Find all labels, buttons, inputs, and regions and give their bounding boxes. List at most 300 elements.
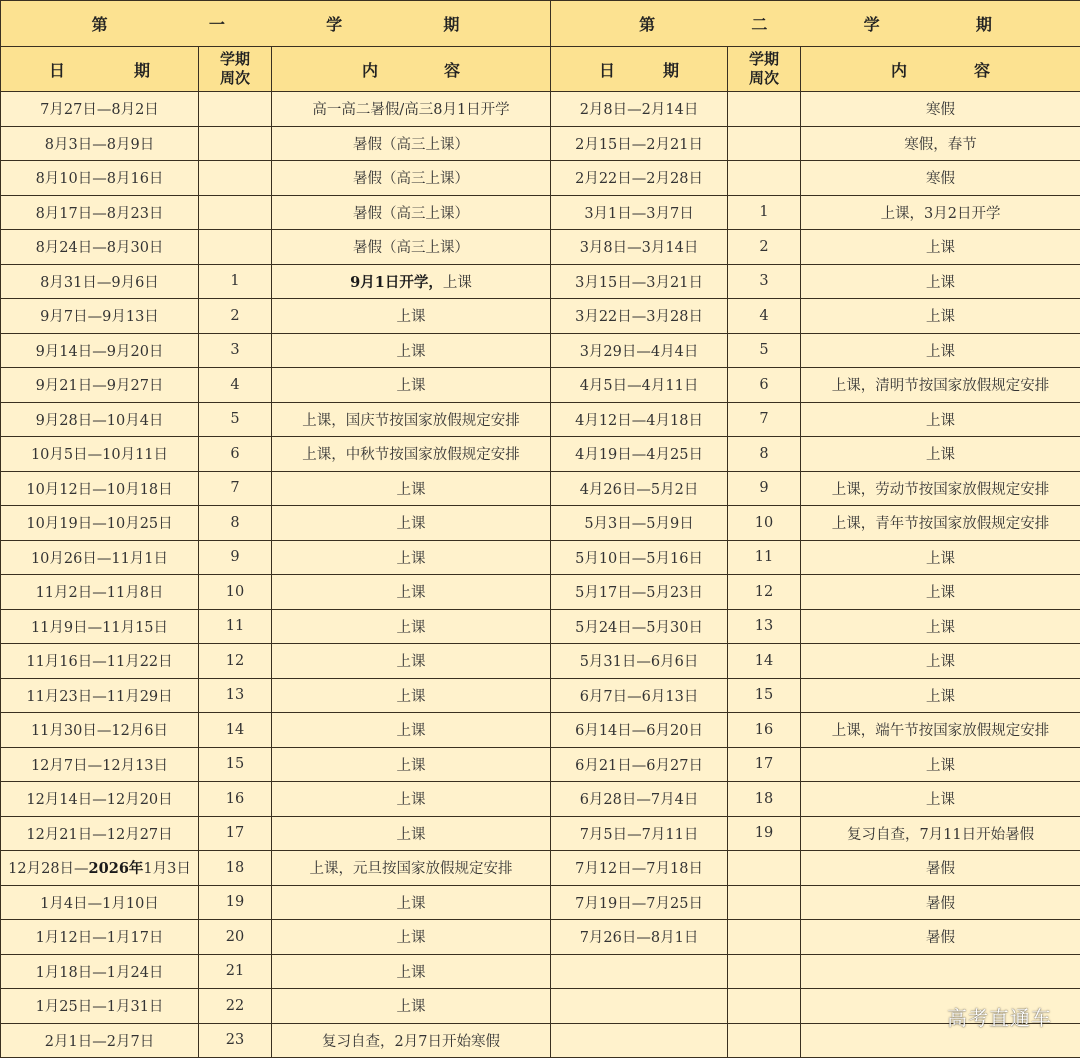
term2-date-cell: [551, 506, 728, 541]
date-text: 3月15日—3月21日: [575, 275, 703, 291]
content-text: 暑假（高三上课）: [353, 171, 469, 187]
content-text: 上课，清明节按国家放假规定安排: [832, 378, 1050, 394]
term1-content-cell: [272, 851, 551, 886]
date-text: 1月18日—1月24日: [36, 965, 164, 981]
term2-content-cell: [801, 575, 1080, 610]
term1-content-cell: [272, 678, 551, 713]
date-text: 3月1日—3月7日: [584, 206, 693, 222]
date-text: 1月25日—1月31日: [36, 999, 164, 1015]
content-text: 上课，3月2日开学: [881, 206, 1001, 222]
content-text: 上课: [397, 896, 426, 912]
date-text: 2月8日—2月14日: [580, 102, 699, 118]
term2-week-cell: 8: [728, 437, 801, 472]
content-text: 上课，端午节按国家放假规定安排: [832, 723, 1050, 739]
term1-content-cell: [272, 989, 551, 1024]
date-text: 5月10日—5月16日: [575, 551, 703, 567]
term1-date-cell: [1, 782, 199, 817]
term1-week-cell: 14: [199, 713, 272, 748]
date-text: 5月24日—5月30日: [575, 620, 703, 636]
term1-date-cell: [1, 299, 199, 334]
table-row: [1, 920, 1080, 955]
date-text: 12月21日—12月27日: [26, 827, 172, 843]
term1-week-cell: 4: [199, 368, 272, 403]
term1-date-cell: [1, 195, 199, 230]
term1-date-cell: [1, 678, 199, 713]
term2-content-header: 内 容: [801, 47, 1080, 92]
date-text: 5月31日—6月6日: [580, 654, 699, 670]
content-text: 上课: [926, 620, 955, 636]
date-text: 11月2日—11月8日: [36, 585, 164, 601]
date-text: 11月9日—11月15日: [31, 620, 168, 636]
term2-date-cell: [551, 230, 728, 265]
content-text: 上课，元旦按国家放假规定安排: [310, 861, 513, 877]
term2-week-cell: 12: [728, 575, 801, 610]
term1-date-cell: [1, 920, 199, 955]
term1-content-cell: [272, 161, 551, 196]
term2-date-cell: [551, 92, 728, 127]
term1-week-cell: 8: [199, 506, 272, 541]
term1-content-cell: [272, 333, 551, 368]
term2-date-cell: [551, 989, 728, 1024]
term1-content-cell: [272, 92, 551, 127]
watermark: 高考直通车: [947, 1002, 1052, 1031]
term1-date-cell: [1, 575, 199, 610]
column-header-row: [1, 47, 1080, 92]
term1-date-cell: [1, 816, 199, 851]
term2-week-cell: 2: [728, 230, 801, 265]
term1-week-cell: 15: [199, 747, 272, 782]
term2-content-cell: [801, 678, 1080, 713]
term1-week-cell: 18: [199, 851, 272, 886]
content-text: 上课: [926, 758, 955, 774]
term1-week-cell: 16: [199, 782, 272, 817]
term1-date-cell: [1, 368, 199, 403]
content-text: 上课: [926, 309, 955, 325]
content-text: 寒假，春节: [904, 137, 977, 153]
term2-date-header: 日 期: [551, 47, 728, 92]
content-text: 上课: [926, 585, 955, 601]
date-text: 6月28日—7月4日: [580, 792, 699, 808]
term1-week-cell: 23: [199, 1023, 272, 1058]
term2-date-cell: [551, 333, 728, 368]
term2-content-cell: [801, 713, 1080, 748]
term1-date-cell: [1, 92, 199, 127]
term2-content-cell: [801, 195, 1080, 230]
date-text: 2月15日—2月21日: [575, 137, 703, 153]
term1-date-cell: [1, 230, 199, 265]
term1-date-cell: [1, 437, 199, 472]
date-text: 8月3日—8月9日: [45, 137, 154, 153]
content-text: 暑假: [926, 861, 955, 877]
term1-content-cell: [272, 885, 551, 920]
term2-week-cell: [728, 161, 801, 196]
term1-content-cell: [272, 126, 551, 161]
date-text: 6月7日—6月13日: [580, 689, 699, 705]
term1-date-cell: [1, 1023, 199, 1058]
term1-content-cell: [272, 264, 551, 299]
term1-week-cell: 3: [199, 333, 272, 368]
date-text: 10月19日—10月25日: [26, 516, 172, 532]
date-text: 8月31日—9月6日: [40, 275, 159, 291]
date-text: 10月12日—10月18日: [26, 482, 172, 498]
date-text: 10月5日—10月11日: [31, 447, 168, 463]
term2-date-cell: [551, 540, 728, 575]
content-text: 上课: [926, 413, 955, 429]
content-text: 上课: [397, 792, 426, 808]
term2-date-cell: [551, 1023, 728, 1058]
table-row: [1, 540, 1080, 575]
term2-week-cell: 11: [728, 540, 801, 575]
term1-week-cell: 17: [199, 816, 272, 851]
term2-date-cell: [551, 954, 728, 989]
term2-content-cell: [801, 609, 1080, 644]
term1-week-cell: 19: [199, 885, 272, 920]
date-text: 4月12日—4月18日: [575, 413, 703, 429]
term1-date-cell: [1, 713, 199, 748]
content-text: 上课: [397, 689, 426, 705]
term2-date-cell: [551, 161, 728, 196]
term1-content-header: 内 容: [272, 47, 551, 92]
date-text: 7月5日—7月11日: [580, 827, 699, 843]
table-row: [1, 851, 1080, 886]
table-row: [1, 299, 1080, 334]
term1-week-cell: 5: [199, 402, 272, 437]
term2-content-cell: [801, 782, 1080, 817]
term1-content-cell: [272, 195, 551, 230]
date-text: 12月7日—12月13日: [31, 758, 168, 774]
term1-week-cell: [199, 126, 272, 161]
content-text: 暑假（高三上课）: [353, 240, 469, 256]
term1-week-cell: 12: [199, 644, 272, 679]
term2-week-cell: [728, 920, 801, 955]
date-text: 7月27日—8月2日: [40, 102, 159, 118]
term2-content-cell: [801, 816, 1080, 851]
term2-date-cell: [551, 299, 728, 334]
content-text: 上课: [397, 482, 426, 498]
content-text: 上课: [397, 723, 426, 739]
date-text: 12月14日—12月20日: [26, 792, 172, 808]
term1-week-cell: 1: [199, 264, 272, 299]
date-text: 7月12日—7月18日: [575, 861, 703, 877]
term1-content-cell: [272, 920, 551, 955]
table-row: [1, 126, 1080, 161]
term2-content-cell: [801, 333, 1080, 368]
term1-date-cell: [1, 506, 199, 541]
term2-date-cell: [551, 437, 728, 472]
term1-date-cell: [1, 126, 199, 161]
content-emphasis: 9月1日开学，: [350, 274, 443, 291]
term1-week-cell: 22: [199, 989, 272, 1024]
date-text: 1月12日—1月17日: [36, 930, 164, 946]
term1-date-cell: [1, 264, 199, 299]
table-row: [1, 230, 1080, 265]
term2-week-cell: 17: [728, 747, 801, 782]
term2-week-header: 学期 周次: [728, 47, 801, 92]
date-text: 4月19日—4月25日: [575, 447, 703, 463]
date-text: 9月21日—9月27日: [36, 378, 164, 394]
content-text: 复习自查，7月11日开始暑假: [847, 827, 1034, 843]
content-text: 上课: [926, 275, 955, 291]
term1-date-cell: [1, 609, 199, 644]
term2-content-cell: [801, 885, 1080, 920]
content-text: 上课: [397, 827, 426, 843]
term2-week-cell: [728, 885, 801, 920]
date-text: 7月19日—7月25日: [575, 896, 703, 912]
table-row: [1, 161, 1080, 196]
content-text: 暑假（高三上课）: [353, 206, 469, 222]
table-row: [1, 747, 1080, 782]
term2-date-cell: [551, 920, 728, 955]
term1-content-cell: [272, 816, 551, 851]
term2-title: 第 二 学 期: [551, 1, 1080, 47]
term1-week-cell: 20: [199, 920, 272, 955]
term1-week-header: 学期 周次: [199, 47, 272, 92]
content-text: 上课: [926, 551, 955, 567]
term1-date-cell: [1, 333, 199, 368]
term2-content-cell: [801, 402, 1080, 437]
term1-date-cell: [1, 954, 199, 989]
content-text: 上课: [926, 344, 955, 360]
content-text: 上课: [926, 240, 955, 256]
term1-week-cell: 9: [199, 540, 272, 575]
term2-week-cell: 6: [728, 368, 801, 403]
content-text: 上课，中秋节按国家放假规定安排: [302, 447, 520, 463]
table-row: [1, 195, 1080, 230]
term2-date-cell: [551, 126, 728, 161]
term1-content-cell: [272, 368, 551, 403]
term2-content-cell: [801, 437, 1080, 472]
term1-content-cell: [272, 540, 551, 575]
table-row: [1, 575, 1080, 610]
term2-date-cell: [551, 195, 728, 230]
table-row: [1, 954, 1080, 989]
term1-content-cell: [272, 299, 551, 334]
content-text: 上课: [397, 516, 426, 532]
content-text: 上课: [397, 930, 426, 946]
content-text: 寒假: [926, 171, 955, 187]
term2-week-cell: [728, 989, 801, 1024]
term1-date-cell: [1, 989, 199, 1024]
date-text: 6月21日—6月27日: [575, 758, 703, 774]
term2-date-cell: [551, 471, 728, 506]
term1-week-cell: 2: [199, 299, 272, 334]
term2-date-cell: [551, 885, 728, 920]
term1-date-cell: [1, 747, 199, 782]
term2-content-cell: [801, 920, 1080, 955]
term1-content-cell: [272, 954, 551, 989]
date-text: 5月3日—5月9日: [584, 516, 693, 532]
date-text: 11月30日—12月6日: [31, 723, 168, 739]
content-text: 上课: [926, 792, 955, 808]
date-text: 11月16日—11月22日: [26, 654, 172, 670]
date-text: 3月22日—3月28日: [575, 309, 703, 325]
date-text: 8月24日—8月30日: [36, 240, 164, 256]
content-text: 上课: [397, 344, 426, 360]
table-row: [1, 644, 1080, 679]
date-text: 9月14日—9月20日: [36, 344, 164, 360]
content-text: 上课: [397, 620, 426, 636]
term2-content-cell: [801, 368, 1080, 403]
table-row: [1, 92, 1080, 127]
date-text: 2月1日—2月7日: [45, 1034, 154, 1050]
term2-content-cell: [801, 954, 1080, 989]
term-title-row: [1, 1, 1080, 47]
term1-content-cell: [272, 644, 551, 679]
term2-week-cell: 19: [728, 816, 801, 851]
term1-week-cell: 13: [199, 678, 272, 713]
term2-week-cell: 5: [728, 333, 801, 368]
term1-content-cell: [272, 713, 551, 748]
term1-date-cell: [1, 851, 199, 886]
term2-content-cell: [801, 851, 1080, 886]
date-year: 2026年: [89, 860, 144, 877]
term2-content-cell: [801, 264, 1080, 299]
term2-week-cell: [728, 92, 801, 127]
term1-week-cell: [199, 161, 272, 196]
term1-week-cell: [199, 195, 272, 230]
term1-date-cell: [1, 885, 199, 920]
date-text: 8月17日—8月23日: [36, 206, 164, 222]
term2-week-cell: 13: [728, 609, 801, 644]
table-row: [1, 989, 1080, 1024]
term2-week-cell: [728, 126, 801, 161]
term1-date-cell: [1, 402, 199, 437]
term2-content-cell: [801, 92, 1080, 127]
term2-date-cell: [551, 713, 728, 748]
term1-content-cell: [272, 1023, 551, 1058]
date-text: 4月5日—4月11日: [580, 378, 699, 394]
content-text: 上课: [397, 585, 426, 601]
term1-content-cell: [272, 471, 551, 506]
content-text: 上课: [926, 654, 955, 670]
term2-date-cell: [551, 402, 728, 437]
term1-content-cell: [272, 575, 551, 610]
term2-week-cell: 16: [728, 713, 801, 748]
date-text: 9月28日—10月4日: [36, 413, 164, 429]
term2-date-cell: [551, 747, 728, 782]
content-text: 上课: [397, 965, 426, 981]
table-row: [1, 885, 1080, 920]
term2-content-cell: [801, 540, 1080, 575]
term1-date-cell: [1, 471, 199, 506]
content-text: 上课: [397, 309, 426, 325]
term2-week-cell: [728, 851, 801, 886]
table-row: [1, 609, 1080, 644]
term1-content-cell: [272, 230, 551, 265]
term1-date-cell: [1, 161, 199, 196]
term2-content-cell: [801, 126, 1080, 161]
date-text: 4月26日—5月2日: [580, 482, 699, 498]
term2-week-cell: 10: [728, 506, 801, 541]
term2-week-cell: 4: [728, 299, 801, 334]
term2-content-cell: [801, 299, 1080, 334]
table-row: [1, 264, 1080, 299]
table-row: [1, 506, 1080, 541]
term1-week-cell: 21: [199, 954, 272, 989]
term2-content-cell: [801, 471, 1080, 506]
term2-date-cell: [551, 816, 728, 851]
term1-week-cell: 6: [199, 437, 272, 472]
content-text: 复习自查，2月7日开始寒假: [322, 1034, 500, 1050]
table-row: [1, 678, 1080, 713]
term1-week-cell: 11: [199, 609, 272, 644]
date-text: 8月10日—8月16日: [36, 171, 164, 187]
content-text: 上课: [397, 551, 426, 567]
table-row: [1, 437, 1080, 472]
term2-date-cell: [551, 368, 728, 403]
date-text: 5月17日—5月23日: [575, 585, 703, 601]
table-row: [1, 1023, 1080, 1058]
term2-week-cell: 18: [728, 782, 801, 817]
term1-date-cell: [1, 540, 199, 575]
date-text: 1月4日—1月10日: [40, 896, 159, 912]
content-text: 寒假: [926, 102, 955, 118]
date-text: 9月7日—9月13日: [40, 309, 159, 325]
term2-week-cell: [728, 1023, 801, 1058]
term1-date-header: 日 期: [1, 47, 199, 92]
table-row: [1, 333, 1080, 368]
content-text: 暑假: [926, 930, 955, 946]
content-text: 上课: [926, 447, 955, 463]
term1-content-cell: [272, 402, 551, 437]
content-text: 上课: [397, 654, 426, 670]
table-row: [1, 782, 1080, 817]
content-text: 高一高二暑假/高三8月1日开学: [312, 102, 509, 118]
term2-content-cell: [801, 747, 1080, 782]
term2-content-cell: [801, 161, 1080, 196]
date-text: 2月22日—2月28日: [575, 171, 703, 187]
term1-week-cell: 10: [199, 575, 272, 610]
term1-week-cell: 7: [199, 471, 272, 506]
term2-content-cell: [801, 230, 1080, 265]
content-text: 上课: [397, 378, 426, 394]
term2-date-cell: [551, 609, 728, 644]
content-text: 上课，青年节按国家放假规定安排: [832, 516, 1050, 532]
date-text: 6月14日—6月20日: [575, 723, 703, 739]
term2-week-cell: 9: [728, 471, 801, 506]
table-row: [1, 713, 1080, 748]
content-text: 上课，劳动节按国家放假规定安排: [832, 482, 1050, 498]
date-text: 10月26日—11月1日: [31, 551, 168, 567]
term2-date-cell: [551, 644, 728, 679]
content-text: 上课: [397, 999, 426, 1015]
term1-content-cell: [272, 437, 551, 472]
term2-week-cell: 15: [728, 678, 801, 713]
term2-date-cell: [551, 678, 728, 713]
date-text: 3月8日—3月14日: [580, 240, 699, 256]
date-text: 11月23日—11月29日: [26, 689, 172, 705]
term1-week-cell: [199, 92, 272, 127]
term2-date-cell: [551, 851, 728, 886]
table-row: [1, 402, 1080, 437]
term2-week-cell: [728, 954, 801, 989]
term1-week-cell: [199, 230, 272, 265]
table-row: [1, 816, 1080, 851]
term2-date-cell: [551, 264, 728, 299]
term2-week-cell: 14: [728, 644, 801, 679]
term1-content-cell: [272, 782, 551, 817]
date-text: 3月29日—4月4日: [580, 344, 699, 360]
content-text: 暑假（高三上课）: [353, 137, 469, 153]
term1-content-cell: [272, 506, 551, 541]
term2-content-cell: [801, 506, 1080, 541]
term2-content-cell: [801, 644, 1080, 679]
table-row: [1, 368, 1080, 403]
content-text: 暑假: [926, 896, 955, 912]
term2-week-cell: 1: [728, 195, 801, 230]
term1-title: 第 一 学 期: [1, 1, 551, 47]
term1-date-cell: [1, 644, 199, 679]
